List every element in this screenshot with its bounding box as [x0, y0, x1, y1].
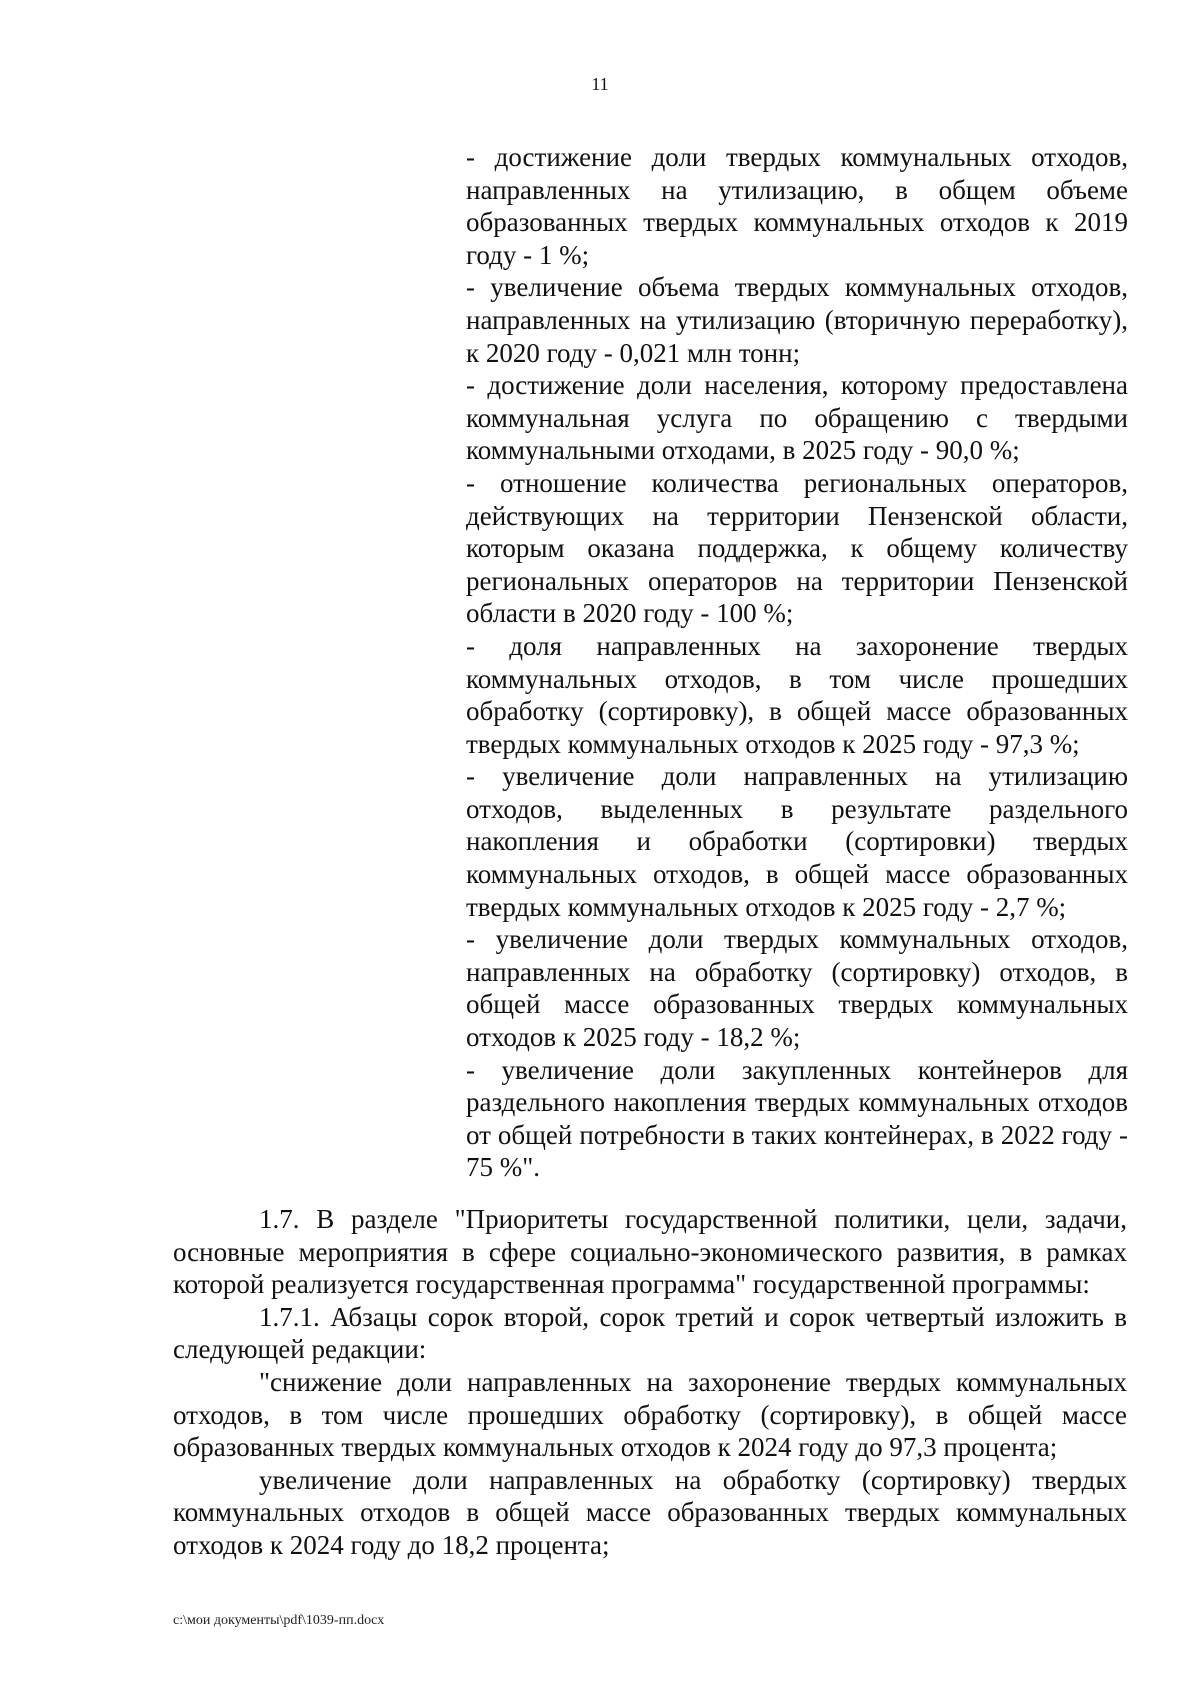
quoted-paragraph: "снижение доли направленных на захоронение твердых коммунальных отходов, в том числе прошедших обработку (сортировку), в общей массе образованных твердых коммунальных отходов к 2024 году до 97,3 процента; — [173, 1366, 1127, 1463]
section-paragraph: 1.7. В разделе "Приоритеты государственной политики, цели, задачи, основные мероприятия в сфере социально-экономического развития, в рамках которой реализуется государственная программа" государственной программы: — [173, 1204, 1127, 1300]
indicator-item: - достижение доли населения, которому предоставлена коммунальная услуга по обращению с твердыми коммунальными отходами, в 2025 году - 90,0 %; — [466, 370, 1128, 466]
indicator-item: - увеличение объема твердых коммунальных отходов, направленных на утилизацию (вторичную переработку), к 2020 году - 0,021 млн тонн; — [466, 272, 1128, 368]
quoted-paragraph: увеличение доли направленных на обработку (сортировку) твердых коммунальных отходов в общей массе образованных твердых коммунальных отходов к 2024 году до 18,2 процента; — [173, 1464, 1127, 1560]
indicator-item: - отношение количества региональных операторов, действующих на территории Пензенской области, которым оказана поддержка, к общему количеству региональных операторов на территории Пензенской области в 2020 году - 100 %; — [466, 467, 1128, 629]
indicator-list — [466, 141, 1128, 1184]
indicator-item: - достижение доли твердых коммунальных отходов, направленных на утилизацию, в общем объеме образованных твердых коммунальных отходов к 2019 году - 1 %; — [466, 142, 1128, 270]
page-number: 11 — [591, 74, 609, 94]
indicator-item: - увеличение доли направленных на утилизацию отходов, выделенных в результате раздельного накопления и обработки (сортировки) твердых коммунальных отходов, в общей массе образованных твердых коммунальных отходов к 2025 году - 2,7 %; — [466, 761, 1128, 922]
subsection-paragraph: 1.7.1. Абзацы сорок второй, сорок третий и сорок четвертый изложить в следующей редакции: — [173, 1301, 1127, 1365]
indicator-item: - увеличение доли твердых коммунальных отходов, направленных на обработку (сортировку) отходов, в общей массе образованных твердых коммунальных отходов к 2025 году - 18,2 %; — [466, 924, 1128, 1053]
indicator-item: - увеличение доли закупленных контейнеров для раздельного накопления твердых коммунальных отходов от общей потребности в таких контейнерах, в 2022 году - 75 %". — [466, 1054, 1128, 1183]
footer-file-path: c:\мои документы\pdf\1039-пп.docx — [173, 1613, 385, 1628]
main-text — [173, 1203, 1127, 1562]
indicator-item: - доля направленных на захоронение твердых коммунальных отходов, в том числе прошедших обработку (сортировку), в общей массе образованных твердых коммунальных отходов к 2025 году - 97,3 %; — [466, 630, 1128, 759]
